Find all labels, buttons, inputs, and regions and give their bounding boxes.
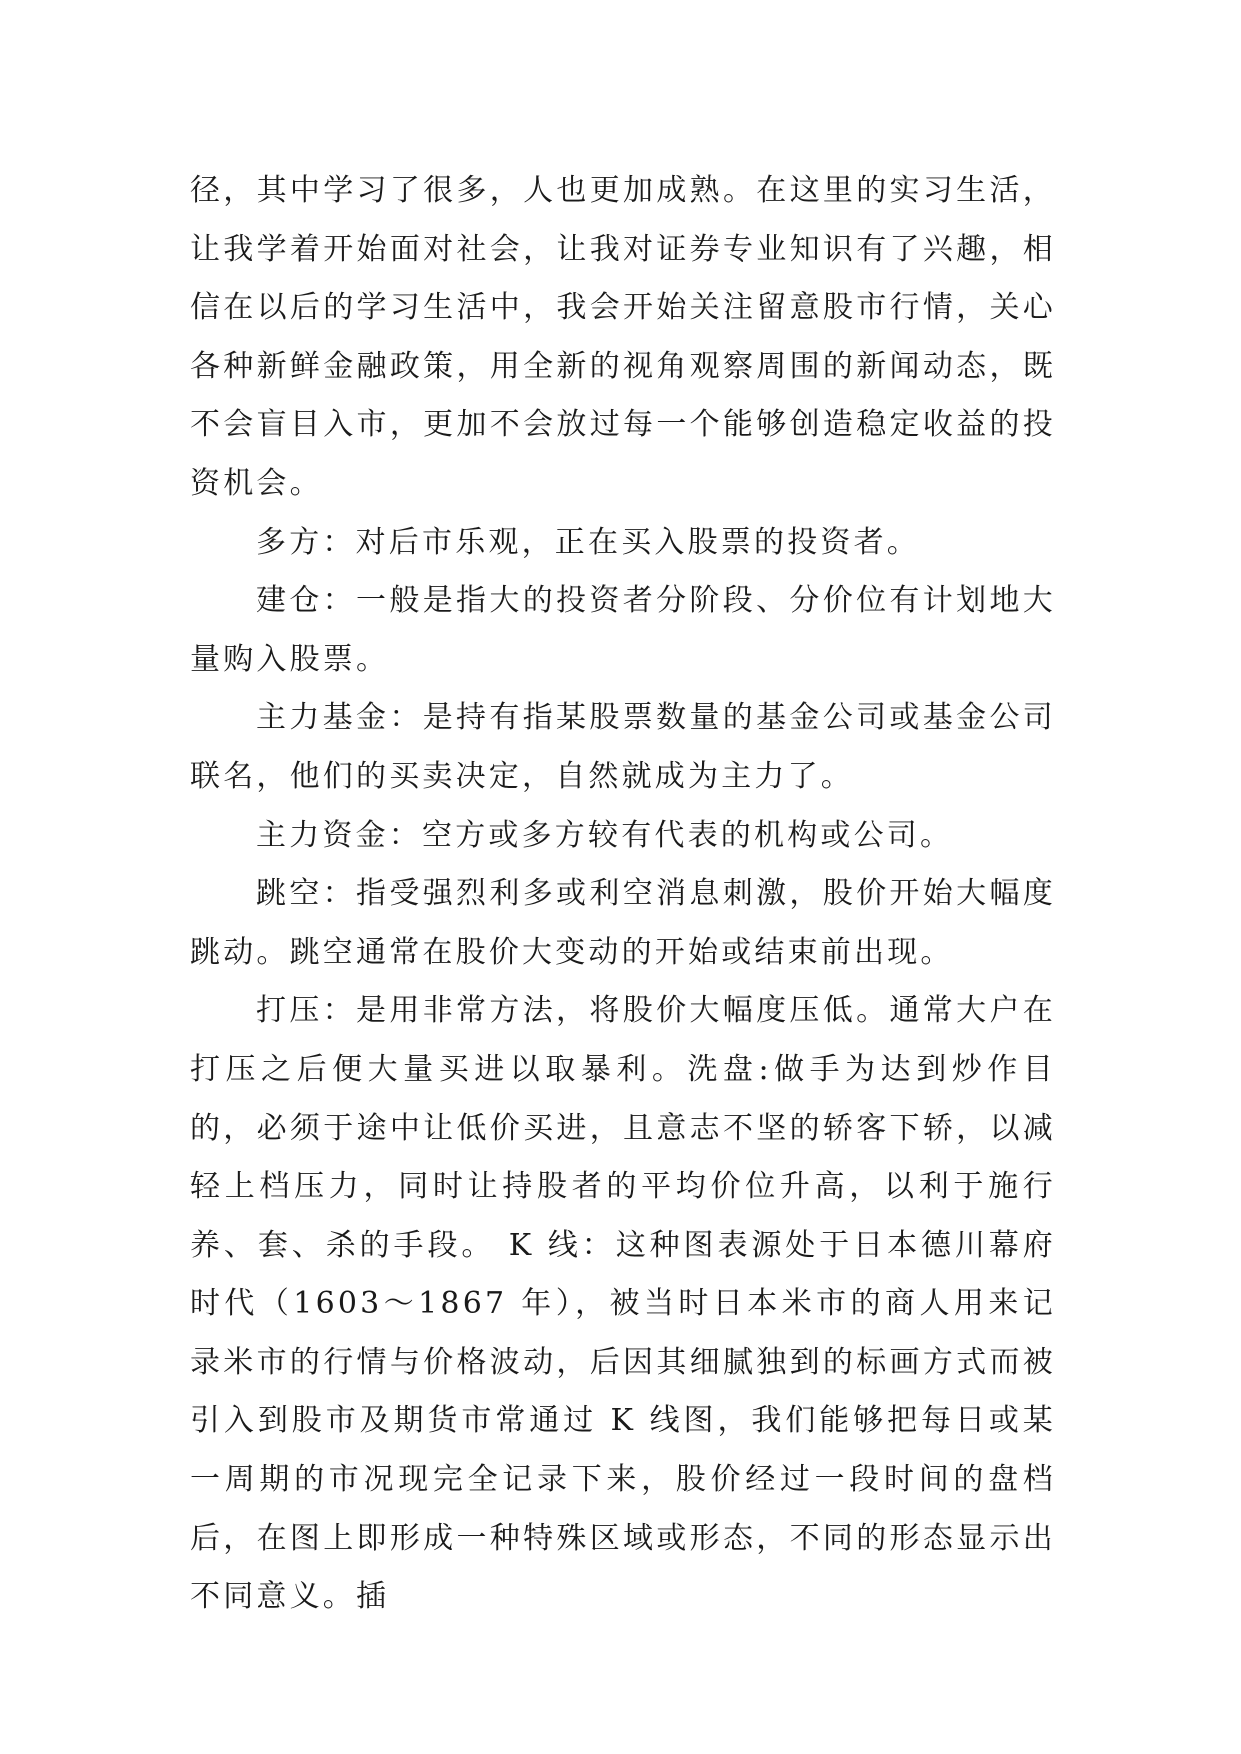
document-body bbox=[190, 162, 1056, 1627]
paragraph-daya-xipan-kxian: 打压：是用非常方法，将股价大幅度压低。通常大户在打压之后便大量买进以取暴利。洗盘:做手为达到炒作目的，必须于途中让低价买进，且意志不坚的轿客下轿，以减轻上档压力，同时让持股者的平均价位升高，以利于施行养、套、杀的手段。 K 线：这种图表源处于日本德川幕府时代（1603～1867 年），被当时日本米市的商人用来记录米市的行情与价格波动，后因其细腻独到的标画方式而被引入到股市及期货市常通过 K 线图，我们能够把每日或某一周期的市况现完全记录下来，股价经过一段时间的盘档后，在图上即形成一种特殊区域或形态，不同的形态显示出不同意义。插 bbox=[190, 993, 1056, 1615]
paragraph-internship-summary: 径，其中学习了很多，人也更加成熟。在这里的实习生活，让我学着开始面对社会，让我对证券专业知识有了兴趣，相信在以后的学习生活中，我会开始关注留意股市行情，关心各种新鲜金融政策，用全新的视角观察周围的新闻动态，既不会盲目入市，更加不会放过每一个能够创造稳定收益的投资机会。 bbox=[190, 173, 1056, 501]
paragraph-zhuli-jijin: 主力基金：是持有指某股票数量的基金公司或基金公司联名，他们的买卖决定，自然就成为主力了。 bbox=[190, 700, 1056, 794]
paragraph-jiancang: 建仓：一般是指大的投资者分阶段、分价位有计划地大量购入股票。 bbox=[190, 583, 1056, 677]
paragraph-zhuli-zijin: 主力资金：空方或多方较有代表的机构或公司。 bbox=[256, 817, 954, 853]
paragraph-duofang: 多方：对后市乐观，正在买入股票的投资者。 bbox=[256, 524, 920, 560]
paragraph-tiaokong: 跳空：指受强烈利多或利空消息刺激，股价开始大幅度跳动。跳空通常在股价大变动的开始或结束前出现。 bbox=[190, 876, 1056, 970]
